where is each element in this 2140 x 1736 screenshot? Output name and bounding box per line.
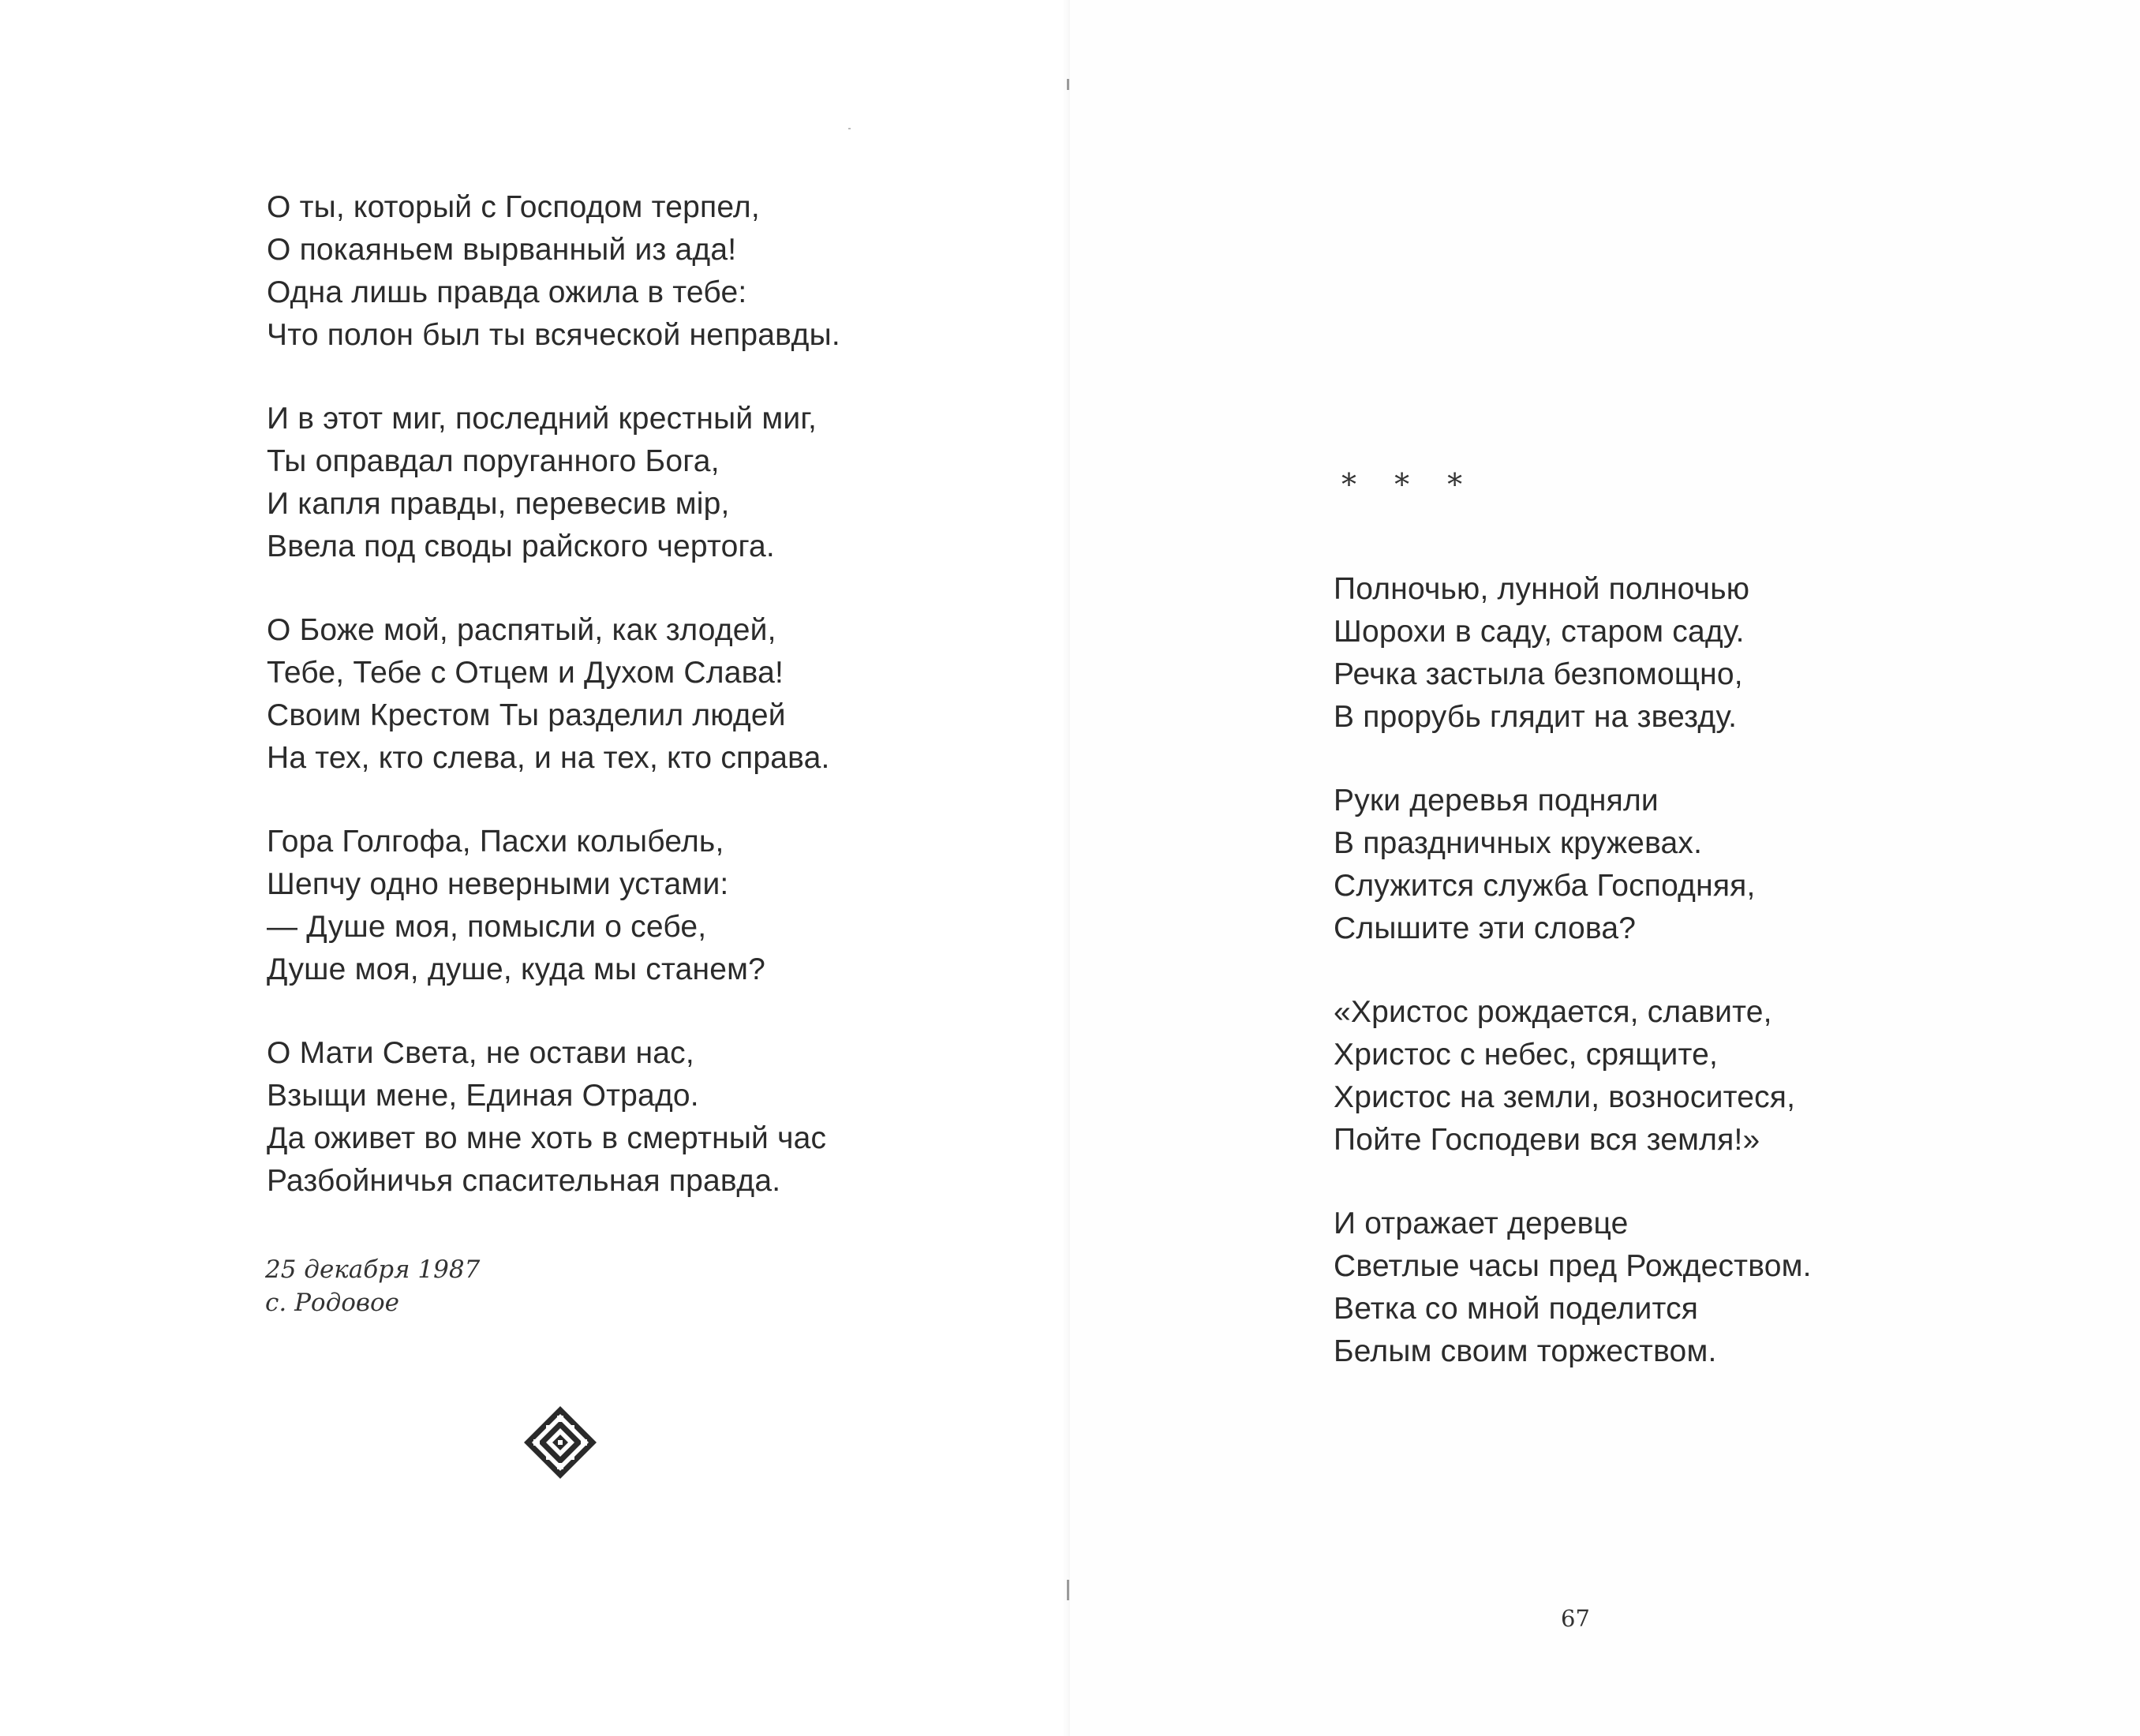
poem-line: Да оживет во мне хоть в смертный час [267,1121,827,1155]
poem-line: — Душе моя, помысли о себе, [267,910,707,944]
poem-line: «Христос рождается, славите, [1334,995,1772,1029]
poem-line: Ты оправдал поруганного Бога, [267,444,720,478]
poem-date: 25 декабря 1987 [265,1255,481,1284]
stanza-3 [267,609,840,780]
poem-line: О Мати Света, не остави нас, [267,1036,694,1070]
stanza-1 [1334,568,1812,739]
poem-line: Ветка со мной поделится [1334,1292,1699,1326]
left-poem [267,186,840,1244]
poem-line: В праздничных кружевах. [1334,826,1703,860]
poem-line: Душе моя, душе, куда мы станем? [267,952,765,986]
poem-line: Своим Крестом Ты разделил людей [267,698,786,732]
poem-line: Шепчу одно неверными устами: [267,867,729,901]
poem-line: Белым своим торжеством. [1334,1334,1717,1368]
poem-line: В прорубь глядит на звезду. [1334,700,1738,734]
right-poem [1334,568,1812,1414]
poem-line: Тебе, Тебе с Отцем и Духом Слава! [267,656,784,690]
poem-line: Речка застыла безпомощно, [1334,657,1743,691]
section-separator: * * * [1341,467,1477,502]
poem-line: Взыщи мене, Единая Отрадо. [267,1079,699,1113]
paper-speck [848,128,851,129]
poem-line: Гора Голгофа, Пасхи колыбель, [267,825,724,859]
stanza-2 [1334,780,1812,950]
poem-line: Слышите эти слова? [1334,911,1637,945]
poem-line: Что полон был ты всяческой неправды. [267,318,840,352]
poem-line: О ты, который с Господом терпел, [267,190,760,224]
poem-line: И отражает деревце [1334,1207,1629,1240]
stanza-4 [267,821,840,991]
gutter-mark [1067,79,1069,90]
poem-line: Руки деревья подняли [1334,784,1659,817]
stanza-1 [267,186,840,357]
poem-line: Светлые часы пред Рождеством. [1334,1249,1812,1283]
poem-line: Ввела под своды райского чертога. [267,529,775,563]
poem-line: Служится служба Господняя, [1334,869,1756,903]
poem-place: с. Родовое [265,1289,399,1317]
poem-line: Христос на земли, возноситеся, [1334,1080,1796,1114]
poem-line: Одна лишь правда ожила в тебе: [267,275,747,309]
poem-dateline [265,1253,480,1319]
poem-line: И в этот миг, последний крестный миг, [267,402,817,436]
diamond-ornament-icon [522,1405,598,1480]
poem-line: О покаяньем вырванный из ада! [267,233,737,267]
poem-line: Разбойничья спасительная правда. [267,1164,781,1198]
poem-line: Пойте Господеви вся земля!» [1334,1123,1760,1157]
poem-line: Шорохи в саду, старом саду. [1334,615,1745,649]
poem-line: И капля правды, перевесив мір, [267,487,730,521]
poem-line: Христос с небес, срящите, [1334,1038,1719,1072]
stanza-5 [267,1032,840,1203]
stanza-2 [267,398,840,568]
stanza-4 [1334,1203,1812,1373]
stanza-3 [1334,991,1812,1162]
poem-line: О Боже мой, распятый, как злодей, [267,613,776,647]
gutter-mark [1067,1580,1069,1600]
page-number: 67 [1561,1605,1590,1632]
poem-line: Полночью, лунной полночью [1334,572,1750,606]
poem-line: На тех, кто слева, и на тех, кто справа. [267,741,830,775]
